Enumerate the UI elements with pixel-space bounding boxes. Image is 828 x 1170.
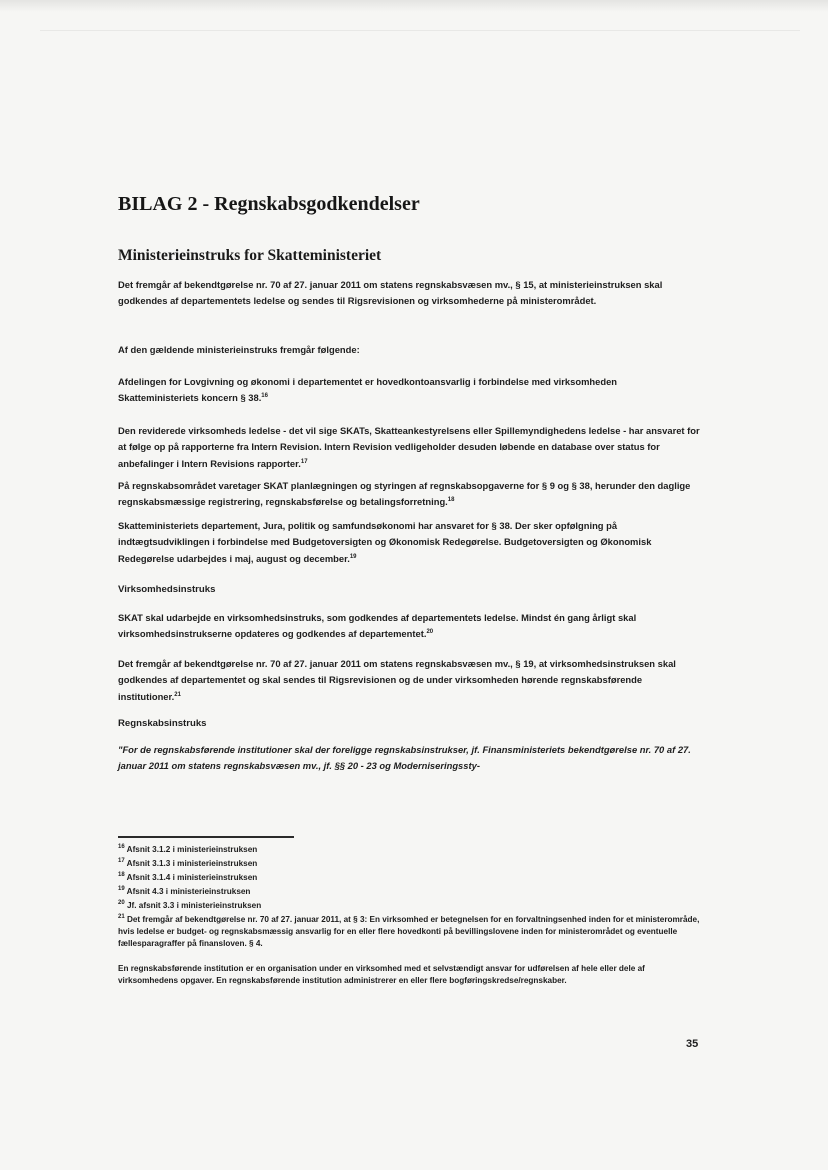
- footnote-ref: 21: [174, 691, 181, 698]
- paragraph-1: Det fremgår af bekendtgørelse nr. 70 af 27. januar 2011 om statens regnskabsvæsen mv., § 15, at ministerieinstruksen skal godkendes af departementets ledelse og sendes til Rigsrevisionen og virksomhederne på ministerområdet.: [118, 279, 663, 307]
- paragraph-4: Den reviderede virksomheds ledelse - det vil sige SKATs, Skatteankestyrelsens eller Spillemyndighedens ledelse - har ansvaret for at følge op på rapporterne fra Intern Revision. Intern Revision vedligeholder desuden løbende en database over status for anbefalinger i Intern Revisions rapporter.$^{17}$: [118, 425, 700, 469]
- scan-line: [40, 30, 800, 31]
- footnote-20: $^{20}$ Jf. afsnit 3.3 i ministerieinstruksen: [118, 900, 262, 910]
- footnote-ref: 19: [349, 553, 357, 560]
- footnote-17: $^{17}$ Afsnit 3.1.3 i ministerieinstruksen: [118, 858, 258, 868]
- paragraph-8: Det fremgår af bekendtgørelse nr. 70 af 27. januar 2011 om statens regnskabsvæsen mv., § 19, at virksomhedsinstruksen skal godkendes af departementet og skal sendes til Rigsrevisionen og de under virksomheden hørende regnskabsførende institutioner.$^{21}$: [118, 658, 676, 702]
- paragraph-6: Skatteministeriets departement, Jura, politik og samfundsøkonomi har ansvaret for § 38. Der sker opfølgning på indtægtsudviklingen i forbindelse med Budgetoversigten og Økonomisk Redegørelse. Budgetoversigten og Økonomisk Redegørelse udarbejdes i maj, august og december.$^{19}$: [118, 520, 652, 564]
- footnote-ref: 16: [261, 393, 268, 400]
- footnote-21: $^{21}$ Det fremgår af bekendtgørelse nr. 70 af 27. januar 2011, at § 3: En virksomhed er betegnelsen for en forvaltningsenhed inden for et ministerområde, hvis ledelse er budget- og regnskabsmæssig ansvarlig for en eller flere hovedkonti på bevillingslovene inden for ministerområdet og eventuelle fællesparagraffer på finansloven. § 4.: [118, 914, 700, 949]
- paragraph-2: Af den gældende ministerieinstruks fremgår følgende:: [118, 344, 360, 355]
- footnote-16: $^{16}$ Afsnit 3.1.2 i ministerieinstruksen: [118, 844, 258, 854]
- footnote-ref: 17: [300, 458, 308, 465]
- paragraph-3: Afdelingen for Lovgivning og økonomi i departementet er hovedkontoansvarlig i forbindelse med virksomheden Skatteministeriets koncern § 38.16: [118, 376, 618, 404]
- footnote-ref: 20: [426, 629, 434, 636]
- scan-edge: [0, 0, 828, 12]
- subheading-regnskabsinstruks: Regnskabsinstruks: [118, 718, 207, 729]
- section-heading: Ministerieinstruks for Skatteministeriet: [118, 247, 382, 264]
- page-number: 35: [686, 1038, 699, 1050]
- page-title: BILAG 2 - Regnskabsgodkendelser: [118, 193, 420, 215]
- paragraph-5: På regnskabsområdet varetager SKAT planlægningen og styringen af regnskabsopgaverne for § 9 og § 38, herunder den daglige regnskabsmæssige registrering, regnskabsførelse og betalingsforretning.$^{18}$: [118, 480, 691, 508]
- paragraph-9-quote: "For de regnskabsførende institutioner skal der foreligge regnskabsinstrukser, jf. Finansministeriets bekendtgørelse nr. 70 af 27. januar 2011 om statens regnskabsvæsen mv., jf. §§ 20 - 23 og Moderniseringssty-: [118, 744, 691, 772]
- footnote-21-continued: En regnskabsførende institution er en organisation under en virksomhed med et selvstændigt ansvar for udførelsen af hele eller dele af virksomhedens opgaver. En regnskabsførende institution administrerer en eller flere bogføringskredse/regnskaber.: [118, 964, 645, 986]
- footnote-18: $^{18}$ Afsnit 3.1.4 i ministerieinstruksen: [118, 872, 258, 882]
- subheading-virksomhedsinstruks: Virksomhedsinstruks: [118, 584, 216, 595]
- footnote-separator: [118, 836, 294, 838]
- footnote-ref: 18: [447, 497, 455, 504]
- footnote-19: $^{19}$ Afsnit 4.3 i ministerieinstruksen: [118, 886, 251, 896]
- paragraph-7: SKAT skal udarbejde en virksomhedsinstruks, som godkendes af departementets ledelse. Mindst én gang årligt skal virksomhedsinstrukserne opdateres og godkendes af departementet.$^{20}$: [118, 612, 637, 640]
